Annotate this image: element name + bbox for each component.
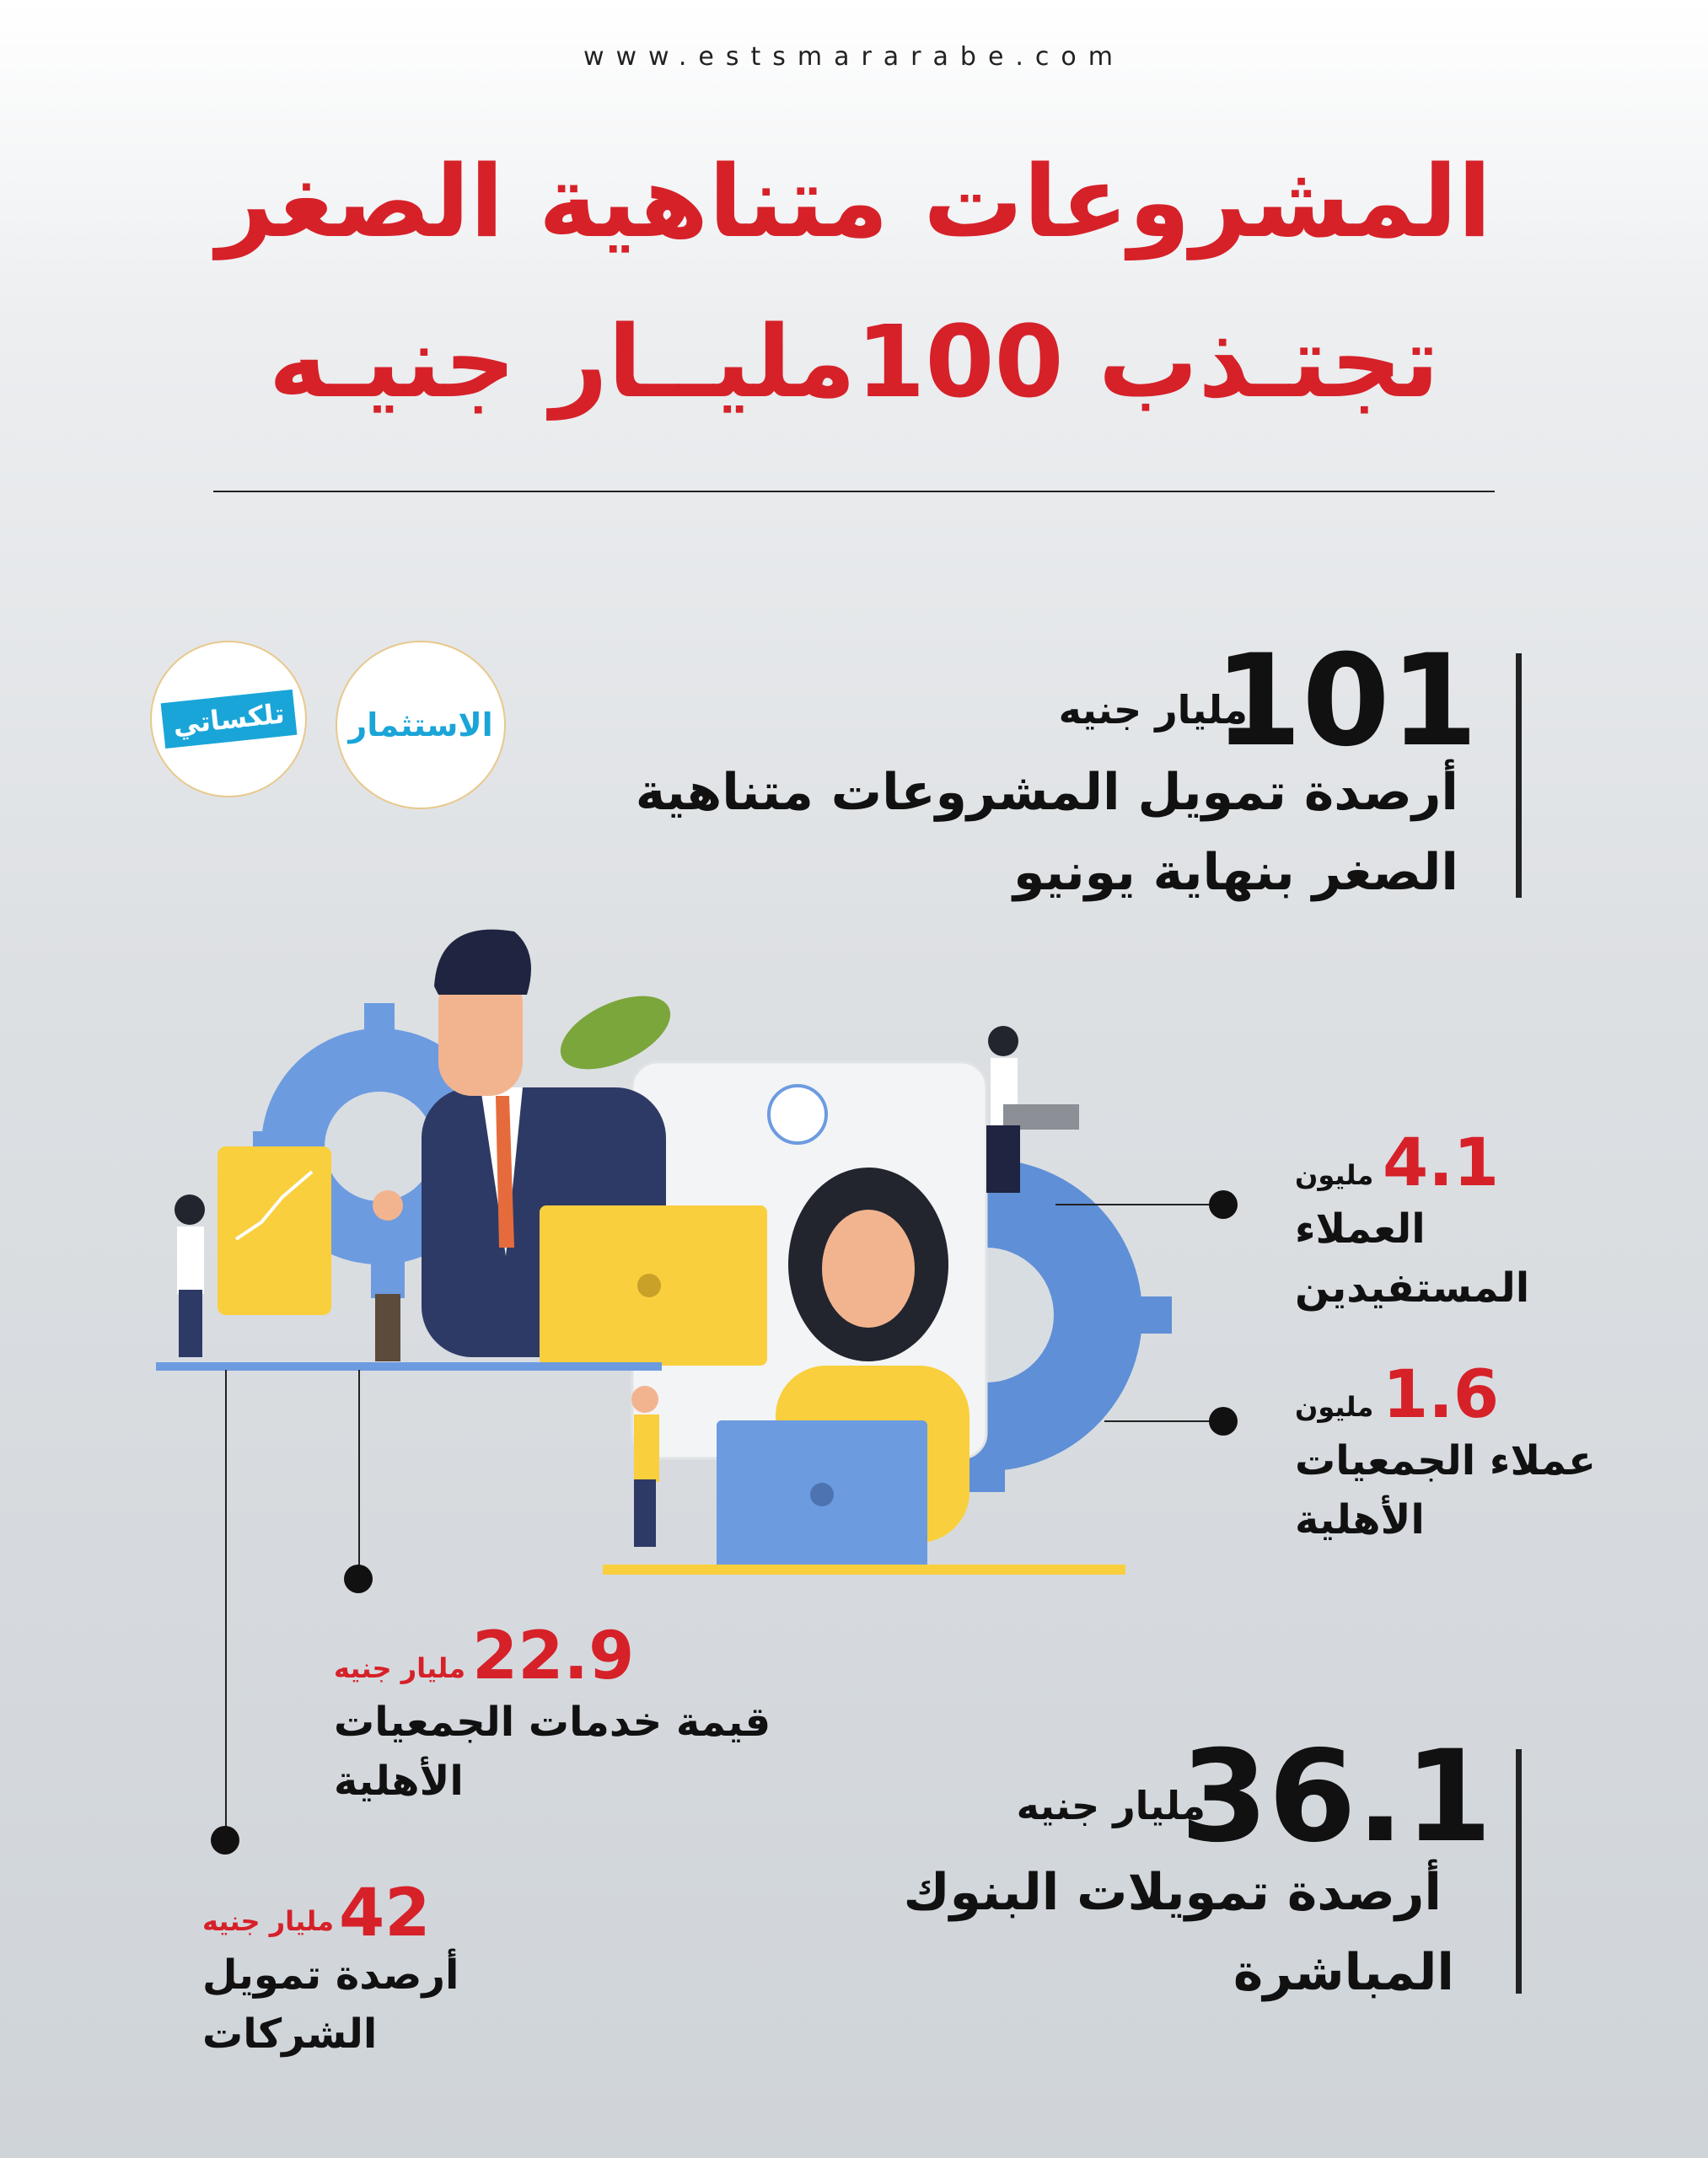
stat3-desc-2: الأهلية <box>1295 1496 1425 1543</box>
stat6-value: 42 <box>339 1876 431 1951</box>
stat5-desc-2: المباشرة <box>1233 1943 1454 2002</box>
estithmar-logo <box>336 641 506 809</box>
estithmar-logo-text: الاستثمار <box>348 706 493 743</box>
stat2-unit: مليون <box>1295 1159 1374 1191</box>
stat6-dot <box>211 1826 239 1855</box>
chart-board <box>218 1146 331 1315</box>
office-illustration <box>143 894 1180 1593</box>
stat5-unit: مليار جنيه <box>1016 1783 1206 1828</box>
stat4-leader <box>358 1370 360 1585</box>
stat2-value: 4.1 <box>1383 1125 1500 1201</box>
small-woman-figure <box>175 1194 205 1357</box>
title-divider <box>213 491 1495 492</box>
stat1-value: 101 <box>1214 628 1479 775</box>
stat4-value: 22.9 <box>472 1618 635 1694</box>
stat2-desc-2: المستفيدين <box>1295 1264 1530 1312</box>
title-line-2: تجتـذب 100مليــار جنيـه <box>268 303 1440 420</box>
stat6-unit: مليار جنيه <box>202 1905 335 1937</box>
monitor-button <box>769 1086 826 1143</box>
stat5-desc-1: أرصدة تمويلات البنوك <box>903 1863 1442 1922</box>
stat3-value: 1.6 <box>1383 1357 1500 1433</box>
stat2-leader <box>1055 1204 1224 1205</box>
telecast-logo-text: تلكساتي <box>160 690 296 749</box>
stat3-dot <box>1209 1407 1238 1436</box>
floor-line-bottom <box>603 1565 1125 1575</box>
stat3-unit: مليون <box>1295 1391 1374 1423</box>
stat1-desc-1: أرصدة تمويل المشروعات متناهية <box>635 763 1458 822</box>
stat3-leader <box>1104 1420 1222 1422</box>
floor-line-top <box>156 1362 662 1371</box>
stat1-desc-2: الصغر بنهاية يونيو <box>1012 843 1458 902</box>
laptop-yellow-logo <box>637 1274 661 1297</box>
stat4-unit: مليار جنيه <box>334 1652 466 1684</box>
stat4-desc-2: الأهلية <box>334 1758 464 1805</box>
laptop-blue-logo <box>810 1483 834 1506</box>
stat6-leader <box>225 1370 227 1842</box>
stat1-unit: مليار جنيه <box>1058 687 1248 733</box>
stat5-bar <box>1516 1749 1522 1994</box>
stat5-value: 36.1 <box>1180 1724 1493 1871</box>
telecast-logo <box>150 641 307 797</box>
stat3-desc-1: عملاء الجمعيات <box>1295 1437 1596 1484</box>
stat6-desc-2: الشركات <box>202 2010 378 2058</box>
stat2-dot <box>1209 1190 1238 1219</box>
stat4-dot <box>344 1565 373 1593</box>
stat1-bar <box>1516 653 1522 898</box>
stat6-desc-1: أرصدة تمويل <box>202 1951 459 1999</box>
stat4-desc-1: قيمة خدمات الجمعيات <box>334 1699 771 1746</box>
website-url: www.estsmararabe.com <box>583 42 1125 72</box>
stat2-desc-1: العملاء <box>1295 1205 1426 1253</box>
title-line-1: المشروعات متناهية الصغر <box>216 143 1492 260</box>
